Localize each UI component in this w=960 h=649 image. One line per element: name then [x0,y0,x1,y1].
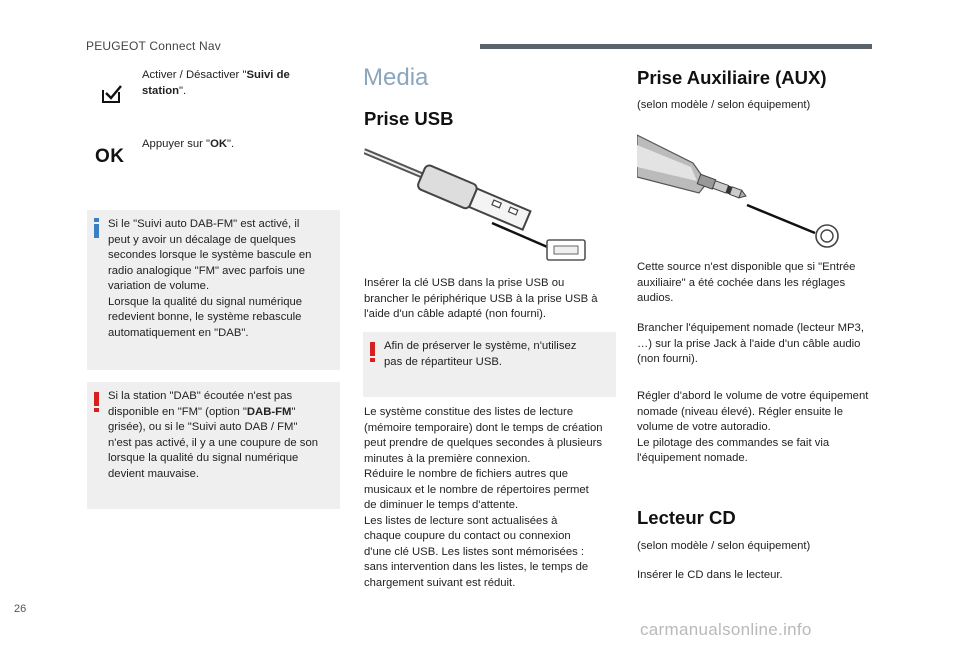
note-line: automatiquement en "DAB". [108,326,249,339]
text-line: Les listes de lecture sont actualisées à [364,514,558,527]
text-line: l'aide d'un câble adapté (non fourni). [364,308,547,320]
jack-plug-illustration [637,133,847,251]
cd-subtitle: (selon modèle / selon équipement) [637,540,811,552]
text-line: auxiliaire" a été cochée dans les réglages [637,276,846,289]
warning-note-text [108,389,338,482]
warning-icon [94,392,99,412]
text-line: …) sur la prise Jack à l'aide d'un câble audio [637,337,861,350]
note-line: devient mauvaise. [108,467,200,480]
note-bold: DAB-FM [246,405,292,418]
text-line: Le système constitue des listes de lecture [364,406,574,418]
note-line: grisée), ou si le "Suivi auto DAB / FM" [108,421,298,433]
note-line: redevient bonne, le système rebascule [108,311,302,323]
info-note-text [108,217,336,341]
note-line: pas de répartiteur USB. [384,355,503,368]
header-title: PEUGEOT Connect Nav [86,39,221,53]
text-line: Insérer la clé USB dans la prise USB ou [364,277,565,289]
text-line: (non fourni). [637,353,698,365]
note-line: secondes lorsque le système bascule en [108,249,312,261]
text-line: Régler d'abord le volume de votre équipement [637,390,869,402]
checkbox-checked-icon [101,84,123,104]
note-text: disponible en "FM" (option " [108,405,247,418]
warning-note-text [384,339,612,370]
text-line: Le pilotage des commandes se fait via [637,436,830,449]
text-line: Brancher l'équipement nomade (lecteur MP3, [637,322,864,334]
text-line: chargement suivant est réduit. [364,576,516,589]
text-line: chaque coupure du contact ou connexion [364,530,571,542]
text-line: volume de votre autoradio. [637,421,771,433]
watermark: carmanualsonline.info [640,620,812,639]
text-line: minutes à la première connexion. [364,452,531,465]
text-line: Réduire le nombre de fichiers autres que [364,468,569,480]
heading-cd: Lecteur CD [637,507,736,528]
note-line [108,405,338,421]
info-icon [94,218,99,238]
note-line: n'est pas activé, il y a une coupure de son [108,436,319,449]
usb-instructions [364,276,614,323]
text-line: audios. [637,292,674,304]
step-text-end: ". [227,138,235,150]
text-line: peut prendre de quelques secondes à plusieurs [364,437,603,449]
heading-aux: Prise Auxiliaire (AUX) [637,67,827,88]
note-line: Lorsque la qualité du signal numérique [108,295,303,308]
step-bold: OK [210,138,228,150]
step-text: Activer / Désactiver " [142,69,247,81]
note-text-end: " [291,405,296,418]
section-title-media: Media [363,64,429,91]
step-text: Appuyer sur " [142,138,211,150]
aux-subtitle: (selon modèle / selon équipement) [637,99,811,111]
note-line: radio analogique "FM" avec parfois une [108,264,306,277]
text-line: de diminuer le temps d'attente. [364,499,519,511]
info-note [87,210,340,370]
text-line: sans intervention dans les listes, le temps de [364,561,589,573]
note-line: Si le "Suivi auto DAB-FM" est activé, il [108,218,300,230]
step-ok [142,137,332,153]
text-line: nomade (niveau élevé). Régler ensuite le [637,405,843,418]
aux-paragraph-2 [637,321,893,368]
note-line: Si la station "DAB" écoutée n'est pas [108,390,293,402]
note-line: variation de volume. [108,280,210,292]
heading-usb: Prise USB [364,108,454,129]
usb-plug-illustration [364,145,596,267]
warning-note-dab [87,382,340,509]
playlist-text [364,405,620,591]
header-bar [480,44,872,49]
note-line: Afin de préserver le système, n'utilisez [384,340,577,352]
page-number: 26 [14,603,27,615]
text-line: d'une clé USB. Les listes sont mémorisées : [364,545,585,558]
step-bold: Suivi de station [142,69,290,97]
text-line: l'équipement nomade. [637,452,748,464]
aux-paragraph-1 [637,260,887,307]
step-suivi-station [142,68,332,99]
text-line: musicaux et le nombre de répertoires permet [364,483,589,496]
cd-instructions: Insérer le CD dans le lecteur. [637,569,783,581]
text-line: Cette source n'est disponible que si "Entrée [637,261,856,273]
ok-icon: OK [95,146,125,167]
text-line: (mémoire temporaire) dont le temps de création [364,421,603,434]
note-line: lorsque la qualité du signal numérique [108,452,299,464]
warning-icon [370,342,375,362]
text-line: brancher le périphérique USB à la prise USB à [364,292,598,305]
step-text-end: ". [179,84,187,97]
note-line: peut y avoir un décalage de quelques [108,233,296,246]
aux-paragraph-3 [637,389,893,467]
warning-note-usb [363,332,616,397]
